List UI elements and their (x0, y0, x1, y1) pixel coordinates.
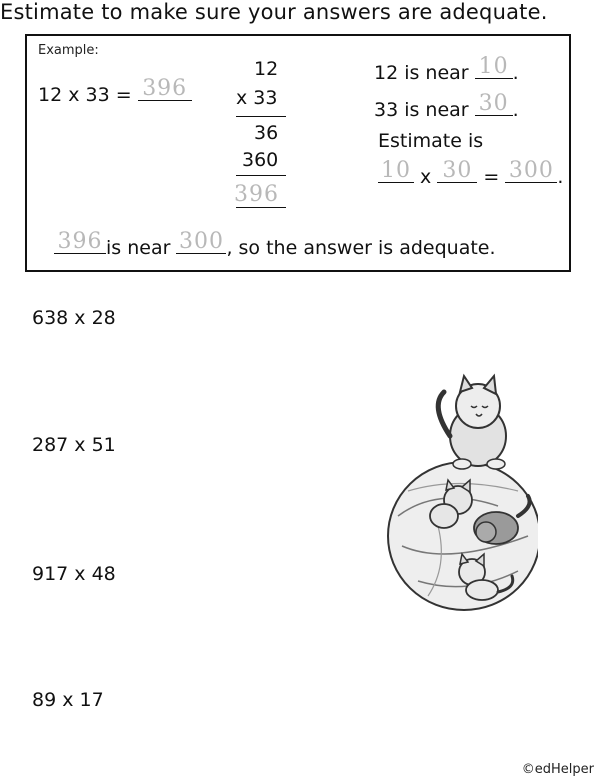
conclusion-estimate: 300 (178, 229, 224, 254)
vertical-top: 12 (254, 58, 279, 80)
problem-3: 917 x 48 (32, 563, 116, 585)
vertical-rule-3 (236, 207, 286, 208)
estimate-line (378, 160, 563, 188)
vertical-rule-1 (236, 116, 286, 117)
problem-2: 287 x 51 (32, 434, 116, 456)
estimate-label: Estimate is (378, 130, 484, 152)
estimate-b: 30 (442, 158, 473, 183)
vertical-sum-box (234, 180, 286, 206)
estimate-eq: = (483, 166, 500, 188)
near-blank (475, 56, 513, 79)
near-line-12 (374, 56, 519, 84)
conclusion-answer: 396 (57, 229, 103, 254)
estimate-suffix: . (557, 166, 564, 188)
conclusion-estimate-blank (176, 231, 226, 254)
conclusion-line (54, 231, 496, 259)
estimate-op: x (420, 166, 432, 188)
near-text: 33 is near (374, 99, 469, 121)
conclusion-tail: , so the answer is adequate. (226, 237, 496, 259)
estimate-a-blank (378, 160, 414, 183)
example-equation (38, 78, 192, 106)
copyright: ©edHelper (521, 762, 594, 777)
near-text: 12 is near (374, 62, 469, 84)
estimate-b-blank (437, 160, 477, 183)
vertical-partial-2: 360 (242, 149, 279, 171)
vertical-rule-2 (236, 175, 286, 176)
instructions: Estimate to make sure your answers are adequate. (0, 0, 548, 24)
cats-on-yarn-illustration (378, 366, 538, 616)
equation-prefix: 12 x 33 = (38, 84, 132, 106)
estimate-a: 10 (381, 158, 411, 183)
vertical-bottom: x 33 (236, 87, 278, 109)
estimate-result-blank (505, 160, 557, 183)
vertical-partial-1: 36 (254, 122, 279, 144)
equation-answer-blank (138, 78, 192, 101)
equation-answer: 396 (142, 76, 188, 101)
near-value: 30 (478, 91, 509, 116)
near-suffix: . (512, 99, 519, 121)
example-label: Example: (38, 43, 99, 58)
near-blank (475, 93, 513, 116)
conclusion-answer-blank (54, 231, 106, 254)
conclusion-is-near: is near (106, 237, 171, 259)
near-line-33 (374, 93, 519, 121)
problem-1: 638 x 28 (32, 307, 116, 329)
near-value: 10 (478, 54, 509, 79)
vertical-sum: 396 (234, 182, 279, 207)
estimate-result: 300 (508, 158, 554, 183)
near-suffix: . (512, 62, 519, 84)
problem-4: 89 x 17 (32, 689, 104, 711)
